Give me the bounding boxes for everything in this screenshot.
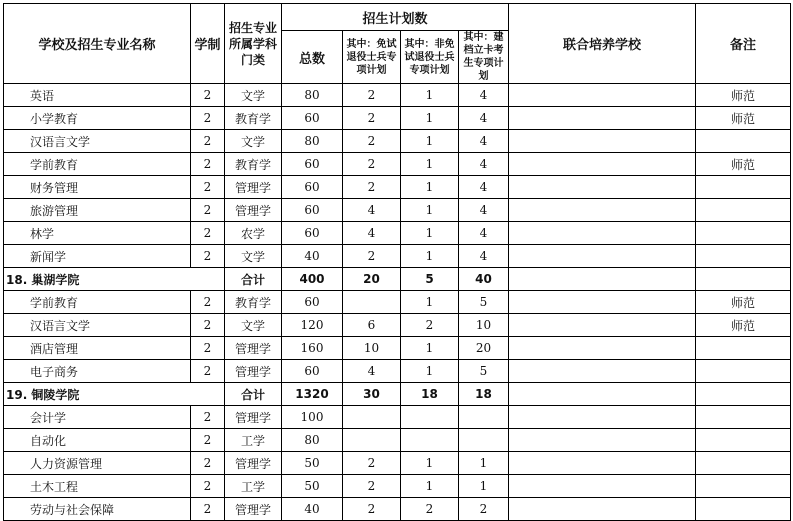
poverty-cell: 5 xyxy=(459,360,509,383)
exempt-cell: 2 xyxy=(343,498,401,521)
major-row xyxy=(4,245,791,268)
school-total-row xyxy=(4,383,791,406)
major-name: 汉语言文学 xyxy=(4,130,191,153)
remarks-cell xyxy=(696,222,791,245)
duration-cell: 2 xyxy=(191,222,225,245)
remarks-cell xyxy=(696,429,791,452)
partner-cell xyxy=(509,245,696,268)
non-exempt-cell: 18 xyxy=(401,383,459,406)
non-exempt-cell: 1 xyxy=(401,199,459,222)
exempt-cell: 2 xyxy=(343,153,401,176)
non-exempt-cell: 1 xyxy=(401,222,459,245)
partner-cell xyxy=(509,452,696,475)
exempt-cell: 2 xyxy=(343,84,401,107)
poverty-cell: 4 xyxy=(459,245,509,268)
remarks-cell: 师范 xyxy=(696,314,791,337)
exempt-cell: 2 xyxy=(343,452,401,475)
partner-cell xyxy=(509,199,696,222)
total-cell: 60 xyxy=(282,291,343,314)
partner-cell xyxy=(509,475,696,498)
exempt-cell xyxy=(343,429,401,452)
partner-cell xyxy=(509,498,696,521)
major-row xyxy=(4,107,791,130)
duration-cell: 2 xyxy=(191,291,225,314)
discipline-cell: 文学 xyxy=(225,130,282,153)
remarks-cell xyxy=(696,383,791,406)
major-row xyxy=(4,314,791,337)
total-cell: 50 xyxy=(282,475,343,498)
major-row xyxy=(4,475,791,498)
duration-cell: 2 xyxy=(191,199,225,222)
exempt-cell: 2 xyxy=(343,107,401,130)
non-exempt-cell: 1 xyxy=(401,130,459,153)
major-name: 英语 xyxy=(4,84,191,107)
major-name: 自动化 xyxy=(4,429,191,452)
header-remarks: 备注 xyxy=(696,4,791,84)
duration-cell: 2 xyxy=(191,337,225,360)
major-name: 人力资源管理 xyxy=(4,452,191,475)
remarks-cell xyxy=(696,406,791,429)
remarks-cell: 师范 xyxy=(696,153,791,176)
exempt-cell: 30 xyxy=(343,383,401,406)
major-row xyxy=(4,452,791,475)
remarks-cell xyxy=(696,337,791,360)
school-total-row xyxy=(4,268,791,291)
non-exempt-cell: 1 xyxy=(401,452,459,475)
partner-cell xyxy=(509,314,696,337)
school-name: 19. 铜陵学院 xyxy=(4,383,225,406)
exempt-cell: 10 xyxy=(343,337,401,360)
non-exempt-cell: 1 xyxy=(401,107,459,130)
poverty-cell: 4 xyxy=(459,130,509,153)
major-row xyxy=(4,291,791,314)
poverty-cell: 4 xyxy=(459,199,509,222)
exempt-cell: 4 xyxy=(343,222,401,245)
partner-cell xyxy=(509,107,696,130)
duration-cell: 2 xyxy=(191,475,225,498)
total-cell: 50 xyxy=(282,452,343,475)
exempt-cell: 2 xyxy=(343,245,401,268)
major-row xyxy=(4,130,791,153)
major-name: 会计学 xyxy=(4,406,191,429)
header-exempt-veteran-plan: 其中：免试退役士兵专项计划 xyxy=(343,31,401,84)
exempt-cell: 20 xyxy=(343,268,401,291)
duration-cell: 2 xyxy=(191,429,225,452)
major-name: 财务管理 xyxy=(4,176,191,199)
non-exempt-cell: 2 xyxy=(401,314,459,337)
major-row xyxy=(4,222,791,245)
major-row xyxy=(4,498,791,521)
duration-cell: 2 xyxy=(191,452,225,475)
total-cell: 60 xyxy=(282,222,343,245)
discipline-cell: 教育学 xyxy=(225,291,282,314)
partner-cell xyxy=(509,268,696,291)
non-exempt-cell: 1 xyxy=(401,337,459,360)
header-enrollment-plan: 招生计划数 xyxy=(282,4,509,31)
total-cell: 100 xyxy=(282,406,343,429)
major-row xyxy=(4,337,791,360)
non-exempt-cell: 1 xyxy=(401,245,459,268)
partner-cell xyxy=(509,291,696,314)
poverty-cell: 40 xyxy=(459,268,509,291)
discipline-cell: 管理学 xyxy=(225,406,282,429)
major-row xyxy=(4,153,791,176)
school-name: 18. 巢湖学院 xyxy=(4,268,225,291)
total-cell: 60 xyxy=(282,153,343,176)
header-discipline: 招生专业所属学科门类 xyxy=(225,4,282,84)
discipline-cell: 教育学 xyxy=(225,153,282,176)
non-exempt-cell: 1 xyxy=(401,360,459,383)
partner-cell xyxy=(509,337,696,360)
non-exempt-cell: 1 xyxy=(401,475,459,498)
poverty-cell: 2 xyxy=(459,498,509,521)
header-non-exempt-veteran-plan: 其中：非免试退役士兵专项计划 xyxy=(401,31,459,84)
total-label: 合计 xyxy=(225,383,282,406)
discipline-cell: 工学 xyxy=(225,429,282,452)
poverty-cell xyxy=(459,406,509,429)
remarks-cell xyxy=(696,176,791,199)
partner-cell xyxy=(509,429,696,452)
total-cell: 1320 xyxy=(282,383,343,406)
major-name: 土木工程 xyxy=(4,475,191,498)
total-cell: 80 xyxy=(282,130,343,153)
total-cell: 60 xyxy=(282,360,343,383)
poverty-cell: 18 xyxy=(459,383,509,406)
non-exempt-cell xyxy=(401,429,459,452)
discipline-cell: 管理学 xyxy=(225,337,282,360)
enrollment-plan-table xyxy=(3,3,791,521)
non-exempt-cell: 1 xyxy=(401,84,459,107)
total-cell: 400 xyxy=(282,268,343,291)
major-row xyxy=(4,84,791,107)
major-row xyxy=(4,429,791,452)
total-cell: 120 xyxy=(282,314,343,337)
non-exempt-cell: 5 xyxy=(401,268,459,291)
partner-cell xyxy=(509,176,696,199)
exempt-cell: 4 xyxy=(343,199,401,222)
discipline-cell: 文学 xyxy=(225,314,282,337)
non-exempt-cell: 2 xyxy=(401,498,459,521)
major-name: 小学教育 xyxy=(4,107,191,130)
header-school-major-name: 学校及招生专业名称 xyxy=(4,4,191,84)
total-cell: 60 xyxy=(282,199,343,222)
remarks-cell: 师范 xyxy=(696,107,791,130)
poverty-cell: 20 xyxy=(459,337,509,360)
total-cell: 40 xyxy=(282,245,343,268)
remarks-cell xyxy=(696,199,791,222)
partner-cell xyxy=(509,406,696,429)
duration-cell: 2 xyxy=(191,130,225,153)
remarks-cell xyxy=(696,130,791,153)
total-cell: 80 xyxy=(282,84,343,107)
poverty-cell: 5 xyxy=(459,291,509,314)
partner-cell xyxy=(509,222,696,245)
non-exempt-cell: 1 xyxy=(401,153,459,176)
discipline-cell: 管理学 xyxy=(225,498,282,521)
major-name: 林学 xyxy=(4,222,191,245)
major-name: 学前教育 xyxy=(4,153,191,176)
major-name: 新闻学 xyxy=(4,245,191,268)
exempt-cell: 2 xyxy=(343,475,401,498)
discipline-cell: 管理学 xyxy=(225,452,282,475)
duration-cell: 2 xyxy=(191,176,225,199)
total-cell: 60 xyxy=(282,176,343,199)
remarks-cell xyxy=(696,452,791,475)
non-exempt-cell: 1 xyxy=(401,291,459,314)
major-row xyxy=(4,199,791,222)
remarks-cell xyxy=(696,245,791,268)
poverty-cell: 4 xyxy=(459,107,509,130)
exempt-cell: 6 xyxy=(343,314,401,337)
discipline-cell: 管理学 xyxy=(225,199,282,222)
non-exempt-cell: 1 xyxy=(401,176,459,199)
poverty-cell: 4 xyxy=(459,176,509,199)
duration-cell: 2 xyxy=(191,84,225,107)
poverty-cell: 1 xyxy=(459,452,509,475)
partner-cell xyxy=(509,360,696,383)
poverty-cell xyxy=(459,429,509,452)
duration-cell: 2 xyxy=(191,314,225,337)
total-cell: 40 xyxy=(282,498,343,521)
exempt-cell: 4 xyxy=(343,360,401,383)
header-total: 总数 xyxy=(282,31,343,84)
exempt-cell: 2 xyxy=(343,176,401,199)
discipline-cell: 管理学 xyxy=(225,176,282,199)
poverty-cell: 1 xyxy=(459,475,509,498)
header-poverty-student-plan: 其中：建档立卡考生专项计划 xyxy=(459,31,509,84)
non-exempt-cell xyxy=(401,406,459,429)
discipline-cell: 文学 xyxy=(225,245,282,268)
major-name: 电子商务 xyxy=(4,360,191,383)
duration-cell: 2 xyxy=(191,107,225,130)
remarks-cell xyxy=(696,475,791,498)
exempt-cell: 2 xyxy=(343,130,401,153)
remarks-cell xyxy=(696,268,791,291)
poverty-cell: 10 xyxy=(459,314,509,337)
poverty-cell: 4 xyxy=(459,222,509,245)
header-duration: 学制 xyxy=(191,4,225,84)
total-label: 合计 xyxy=(225,268,282,291)
remarks-cell xyxy=(696,360,791,383)
remarks-cell: 师范 xyxy=(696,84,791,107)
total-cell: 60 xyxy=(282,107,343,130)
partner-cell xyxy=(509,153,696,176)
duration-cell: 2 xyxy=(191,498,225,521)
duration-cell: 2 xyxy=(191,360,225,383)
total-cell: 160 xyxy=(282,337,343,360)
discipline-cell: 教育学 xyxy=(225,107,282,130)
discipline-cell: 农学 xyxy=(225,222,282,245)
duration-cell: 2 xyxy=(191,153,225,176)
header-partner-school: 联合培养学校 xyxy=(509,4,696,84)
remarks-cell: 师范 xyxy=(696,291,791,314)
duration-cell: 2 xyxy=(191,245,225,268)
partner-cell xyxy=(509,130,696,153)
poverty-cell: 4 xyxy=(459,84,509,107)
partner-cell xyxy=(509,383,696,406)
major-row xyxy=(4,406,791,429)
discipline-cell: 文学 xyxy=(225,84,282,107)
major-name: 旅游管理 xyxy=(4,199,191,222)
discipline-cell: 管理学 xyxy=(225,360,282,383)
duration-cell: 2 xyxy=(191,406,225,429)
major-name: 劳动与社会保障 xyxy=(4,498,191,521)
major-row xyxy=(4,360,791,383)
exempt-cell xyxy=(343,291,401,314)
partner-cell xyxy=(509,84,696,107)
major-name: 汉语言文学 xyxy=(4,314,191,337)
total-cell: 80 xyxy=(282,429,343,452)
poverty-cell: 4 xyxy=(459,153,509,176)
discipline-cell: 工学 xyxy=(225,475,282,498)
major-row xyxy=(4,176,791,199)
remarks-cell xyxy=(696,498,791,521)
exempt-cell xyxy=(343,406,401,429)
major-name: 酒店管理 xyxy=(4,337,191,360)
major-name: 学前教育 xyxy=(4,291,191,314)
